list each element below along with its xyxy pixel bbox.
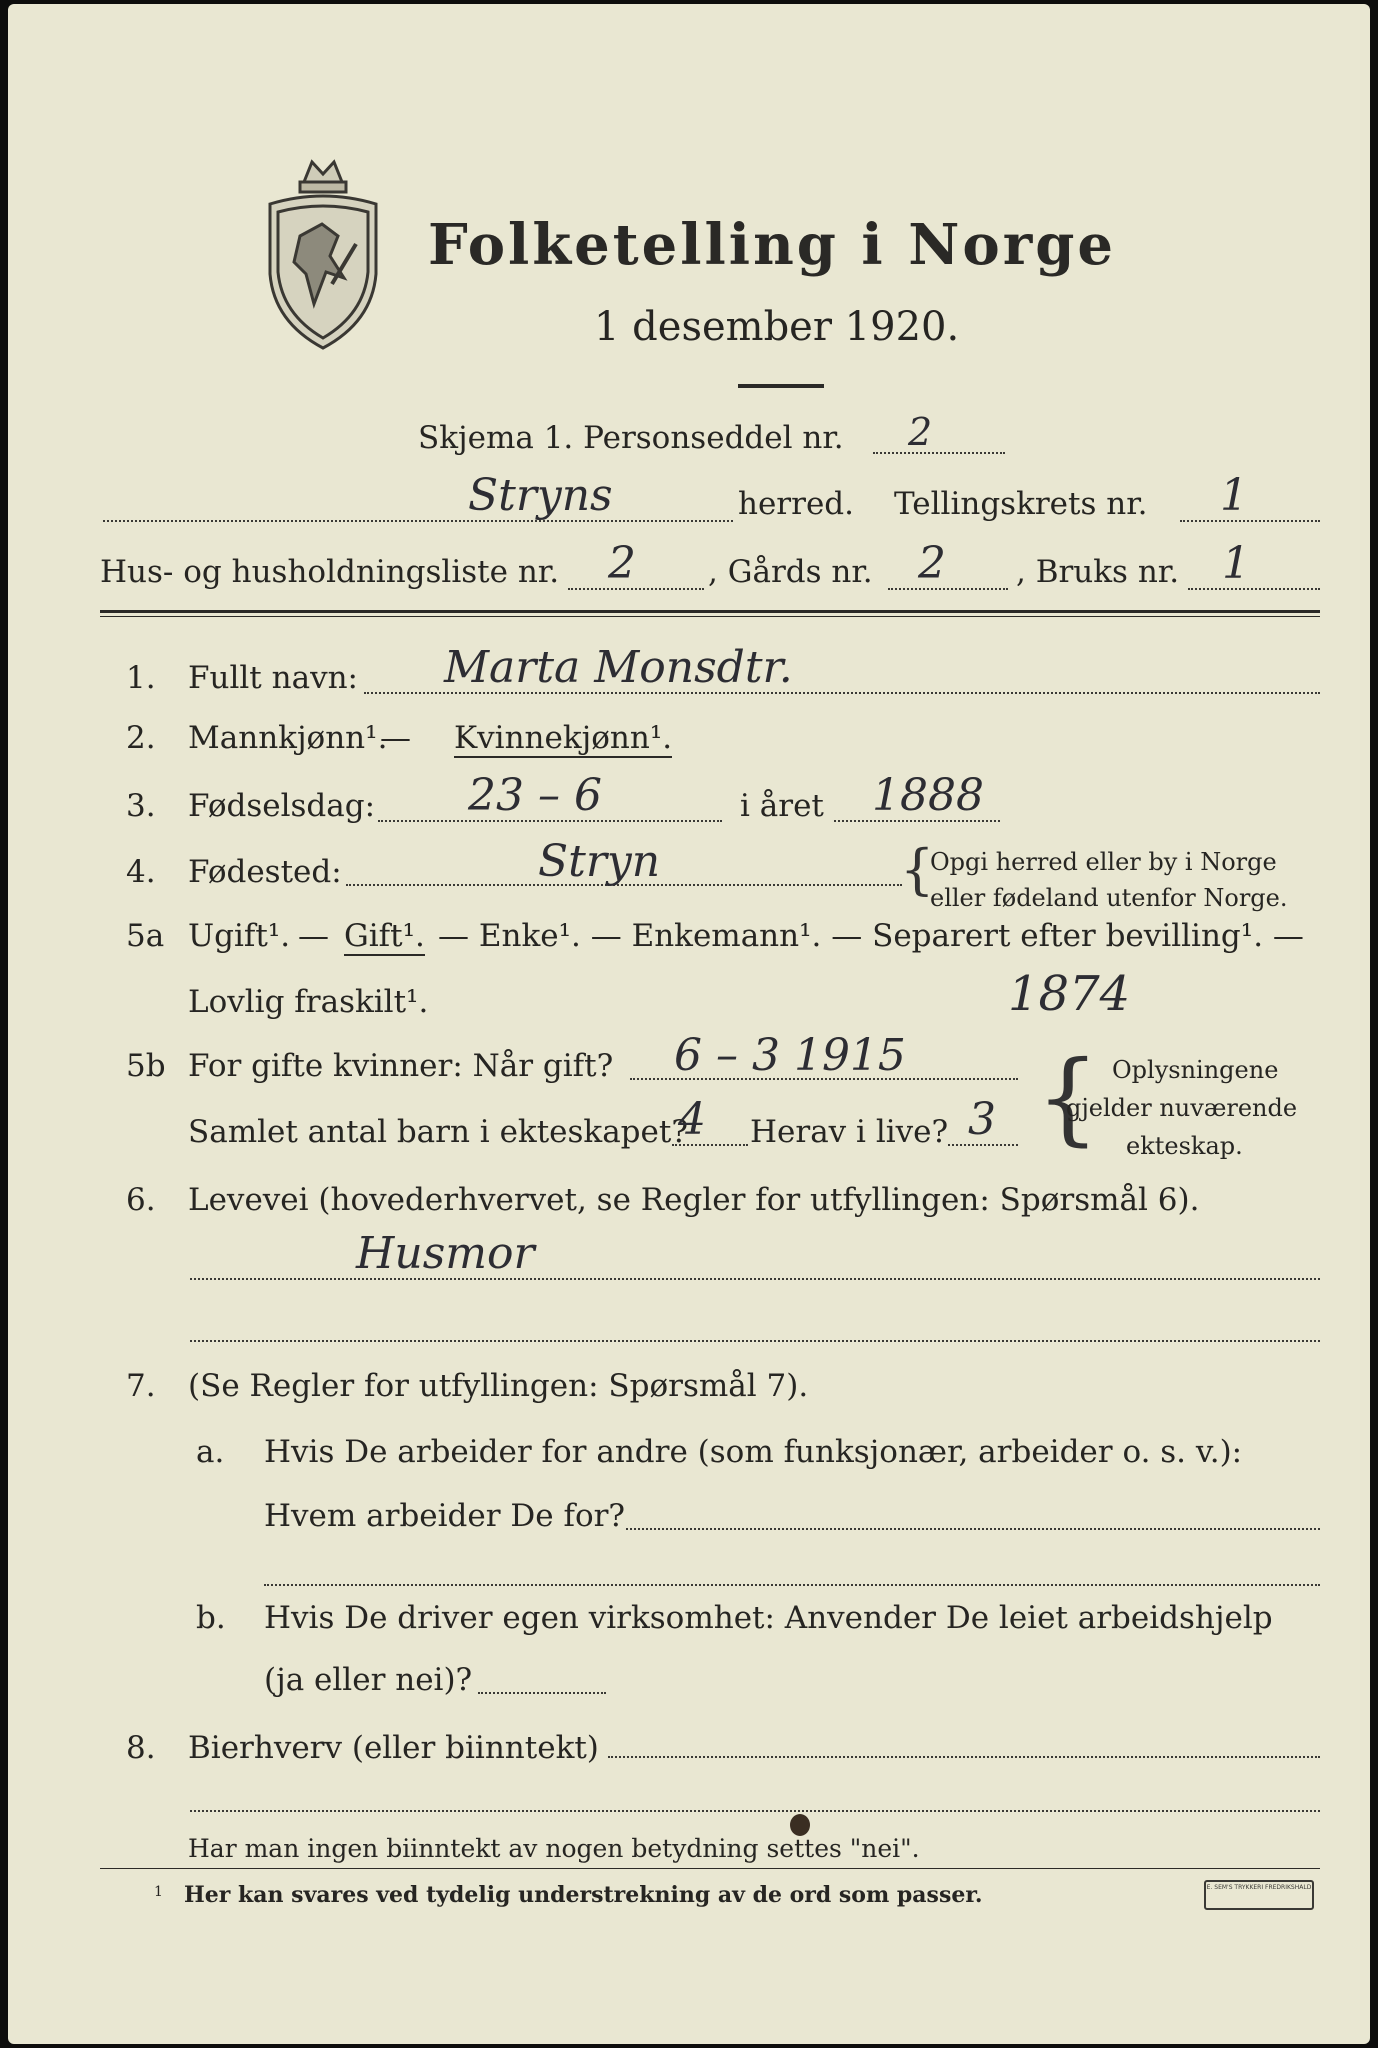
q7a-line2: Hvem arbeider De for? — [264, 1498, 626, 1534]
herred-line — [103, 520, 733, 522]
gards-line — [888, 588, 1008, 590]
q7a-line1: Hvis De arbeider for andre (som funksjonær, arbeider o. s. v.): — [264, 1434, 1243, 1470]
q2-female: Kvinnekjønn¹. — [454, 720, 673, 756]
q2-male: Mannkjønn¹. — [188, 720, 388, 756]
q5b-note-line3: ekteskap. — [1126, 1132, 1243, 1160]
q4-number: 4. — [126, 854, 156, 890]
q3-value: 23 – 6 — [468, 770, 602, 821]
q3-label: Fødselsdag: — [188, 788, 376, 824]
bruks-line — [1188, 588, 1320, 590]
footnote-mark: 1 — [154, 1884, 163, 1900]
q7b-letter: b. — [196, 1600, 226, 1636]
bruks-value: 1 — [1222, 538, 1250, 589]
q1-label: Fullt navn: — [188, 660, 358, 696]
q7-label: (Se Regler for utfyllingen: Spørsmål 7). — [188, 1368, 809, 1404]
herred-value: Stryns — [468, 470, 613, 521]
q5b-children-value: 4 — [678, 1094, 706, 1145]
q4-value: Stryn — [538, 836, 661, 887]
husliste-line — [568, 588, 704, 590]
q5b-note-line2: gjelder nuværende — [1066, 1094, 1298, 1122]
q8-label: Bierhverv (eller biinntekt) — [188, 1730, 599, 1766]
q1-number: 1. — [126, 660, 156, 696]
q6-number: 6. — [126, 1182, 156, 1218]
q5a-number: 5a — [126, 918, 165, 954]
gards-label: , Gårds nr. — [708, 554, 873, 590]
printer-stamp-text: E. SEM'S TRYKKERI FREDRIKSHALD — [1206, 1884, 1312, 1891]
q5b-children-label: Samlet antal barn i ekteskapet? — [188, 1114, 688, 1150]
q6-label: Levevei (hovederhvervet, se Regler for utfyllingen: Spørsmål 6). — [188, 1182, 1200, 1218]
footer-rule — [100, 1868, 1320, 1869]
q5a-annotation: 1874 — [1008, 966, 1131, 1022]
footer-note: Har man ingen biinntekt av nogen betydning settes "nei". — [188, 1834, 920, 1863]
q5a-gift: Gift¹. — [344, 918, 425, 954]
q4-brace: { — [900, 838, 935, 901]
header-rule-thin — [100, 616, 1320, 617]
q3-year-label: i året — [740, 788, 824, 824]
q5b-label: For gifte kvinner: Når gift? — [188, 1048, 614, 1084]
title-divider — [738, 384, 824, 388]
q5a-dash: — — [298, 918, 329, 954]
personseddel-line — [873, 452, 1005, 454]
q7b-line2: (ja eller nei)? — [264, 1662, 473, 1698]
q7-number: 7. — [126, 1368, 156, 1404]
herred-label: herred. — [738, 486, 854, 522]
q4-note-line2: eller fødeland utenfor Norge. — [930, 884, 1288, 912]
gards-value: 2 — [918, 538, 946, 589]
q5b-alive-value: 3 — [968, 1094, 996, 1145]
husliste-value: 2 — [608, 538, 636, 589]
q7b-line1: Hvis De driver egen virksomhet: Anvender De leiet arbeidshjelp — [264, 1600, 1273, 1636]
schema-label: Skjema 1. Personseddel nr. — [418, 420, 844, 456]
printer-stamp — [1204, 1880, 1314, 1910]
husliste-label: Hus- og husholdningsliste nr. — [100, 554, 560, 590]
q7a-answer-line — [626, 1528, 1320, 1530]
q7a-answer-line2 — [264, 1584, 1320, 1586]
q6-line2 — [190, 1340, 1320, 1342]
q5b-brace: { — [1036, 1039, 1100, 1156]
tellingskrets-label: Tellingskrets nr. — [894, 486, 1148, 522]
q5b-note-line1: Oplysningene — [1112, 1056, 1279, 1084]
q5b-number: 5b — [126, 1048, 166, 1084]
q5a-ugift: Ugift¹. — [188, 918, 291, 954]
q8-answer-line2 — [190, 1810, 1320, 1812]
q4-note-line1: Opgi herred eller by i Norge — [930, 848, 1277, 876]
header-rule — [100, 610, 1320, 613]
q5b-alive-label: Herav i live? — [750, 1114, 949, 1150]
q6-line1 — [190, 1278, 1320, 1280]
form-title: Folketelling i Norge — [428, 212, 1117, 278]
q5a-lovlig: Lovlig fraskilt¹. — [188, 984, 429, 1020]
footnote-text: Her kan svares ved tydelig understrekning av de ord som passer. — [184, 1882, 983, 1908]
q6-value: Husmor — [356, 1228, 535, 1279]
q4-label: Fødested: — [188, 854, 342, 890]
q5b-married-value: 6 – 3 1915 — [674, 1030, 906, 1081]
q7a-letter: a. — [196, 1434, 225, 1470]
q1-value: Marta Monsdtr. — [444, 642, 793, 693]
personseddel-value: 2 — [908, 410, 933, 454]
coat-of-arms-icon — [260, 144, 386, 354]
q3-year-value: 1888 — [872, 770, 984, 821]
q5a-options: — Enke¹. — Enkemann¹. — Separert efter bevilling¹. — — [438, 918, 1304, 954]
q2-number: 2. — [126, 720, 156, 756]
census-date: 1 desember 1920. — [594, 304, 960, 350]
bruks-label: , Bruks nr. — [1016, 554, 1180, 590]
tellingskrets-line — [1180, 520, 1320, 522]
q3-number: 3. — [126, 788, 156, 824]
q8-number: 8. — [126, 1730, 156, 1766]
q7b-answer-line — [478, 1692, 606, 1694]
q2-separator: — — [380, 720, 411, 756]
ink-blot — [790, 1814, 810, 1836]
census-form — [8, 4, 1370, 2044]
tellingskrets-value: 1 — [1220, 470, 1248, 521]
q8-answer-line — [608, 1756, 1320, 1758]
